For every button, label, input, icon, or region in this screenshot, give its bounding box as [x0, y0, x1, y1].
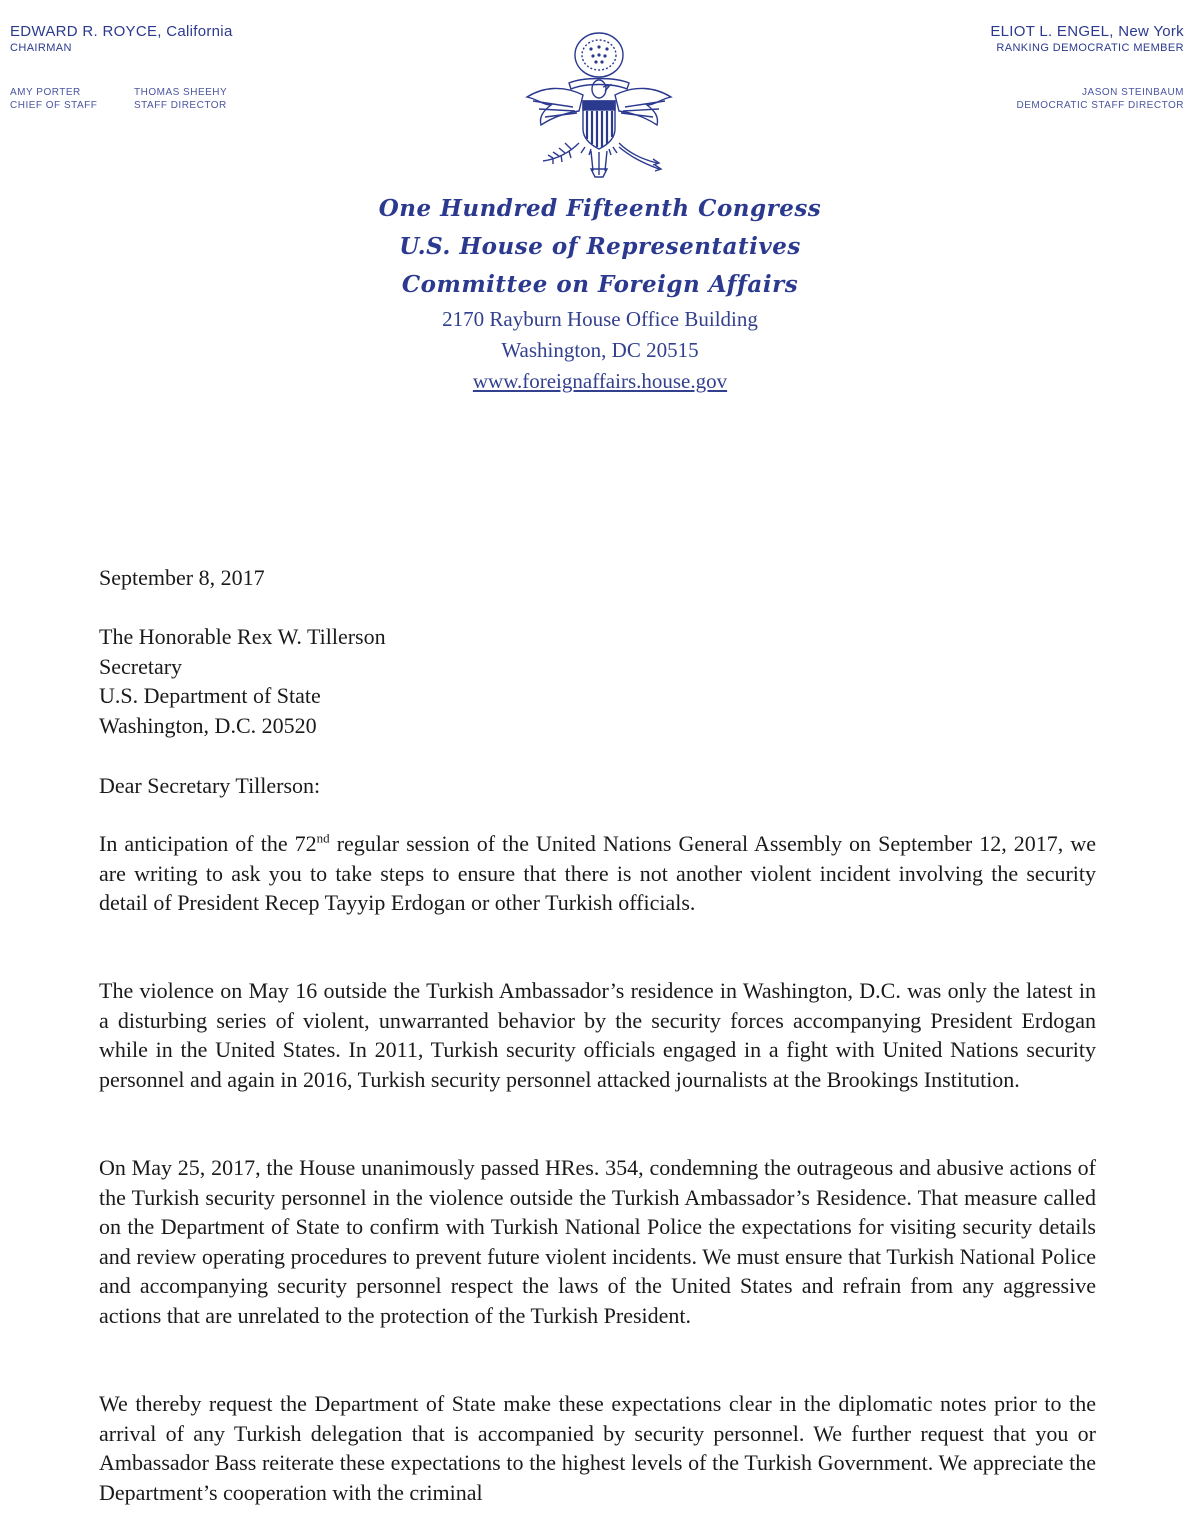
staff-director-name: THOMAS SHEEHY — [134, 87, 228, 98]
letter-date: September 8, 2017 — [99, 565, 265, 590]
chairman-name: EDWARD R. ROYCE, California — [10, 23, 233, 40]
recipient-line: U.S. Department of State — [99, 683, 321, 708]
great-seal-eagle-icon — [513, 25, 685, 185]
paragraph-1-rest: regular session of the United Nations General Assembly on September 12, 2017, we are writing to ask you to take steps to ensure that there is not another violent incident involving the security detail of President Recep Tayyip Erdogan or other Turkish officials. — [99, 831, 1097, 915]
recipient-line: Washington, D.C. 20520 — [99, 712, 317, 738]
address-line-1: 2170 Rayburn House Office Building — [442, 307, 758, 331]
chief-of-staff-title: CHIEF OF STAFF — [10, 100, 98, 111]
paragraph-1 — [99, 829, 1096, 918]
chairman-block — [10, 23, 233, 55]
paragraph-2: The violence on May 16 outside the Turkish Ambassador’s residence in Washington, D.C. was only the latest in a disturbing series of violent, unwarranted behavior by the security forces accompanying President Erdogan while in the United States. In 2011, Turkish security officials engaged in a fight with United Nations security personnel and again in 2016, Turkish security personnel attacked journalists at the Brookings Institution. — [99, 978, 1096, 1092]
ranking-member-block — [990, 23, 1184, 55]
democratic-staff-director-block — [1017, 86, 1185, 112]
address-line-2: Washington, DC 20515 — [501, 338, 699, 362]
chairman-title: CHAIRMAN — [10, 42, 72, 54]
committee-title: Committee on Foreign Affairs — [401, 271, 799, 298]
staff-director-title: STAFF DIRECTOR — [134, 100, 227, 111]
paragraph-3: On May 25, 2017, the House unanimously passed HRes. 354, condemning the outrageous and abusive actions of the Turkish security personnel in the violence outside the Turkish Ambassador’s Residence. That measure called on the Department of State to confirm with Turkish National Police the expectations for visiting security details and review operating procedures to prevent future violent incidents. We must ensure that Turkish National Police and accompanying security personnel respect the laws of the United States and refrain from any aggressive actions that are unrelated to the protection of the Turkish President. — [99, 1155, 1096, 1328]
website-link[interactable]: www.foreignaffairs.house.gov — [472, 369, 728, 393]
house-title: U.S. House of Representatives — [399, 233, 801, 260]
chief-of-staff-block — [10, 86, 97, 112]
staff-director-block — [134, 86, 227, 112]
ranking-member-title: RANKING DEMOCRATIC MEMBER — [996, 42, 1184, 54]
democratic-staff-director-name: JASON STEINBAUM — [1082, 87, 1184, 98]
recipient-block — [99, 622, 1096, 740]
chief-of-staff-name: AMY PORTER — [10, 87, 81, 98]
ordinal-suffix: nd — [316, 830, 330, 846]
ranking-member-name: ELIOT L. ENGEL, New York — [990, 23, 1184, 40]
recipient-line: The Honorable Rex W. Tillerson — [99, 624, 386, 649]
congress-title: One Hundred Fifteenth Congress — [378, 195, 822, 222]
paragraph-4: We thereby request the Department of State make these expectations clear in the diplomatic notes prior to the arrival of any Turkish delegation that is accompanied by security personnel. We further request that you or Ambassador Bass reiterate these expectations to the highest levels of the Turkish Government. We appreciate the Department’s cooperation with the criminal — [99, 1391, 1096, 1505]
committee-heading — [300, 190, 900, 397]
salutation: Dear Secretary Tillerson: — [99, 773, 321, 798]
democratic-staff-director-title: DEMOCRATIC STAFF DIRECTOR — [1016, 100, 1184, 111]
paragraph-1-start: In anticipation of the 72 — [99, 831, 317, 856]
recipient-line: Secretary — [99, 653, 183, 679]
